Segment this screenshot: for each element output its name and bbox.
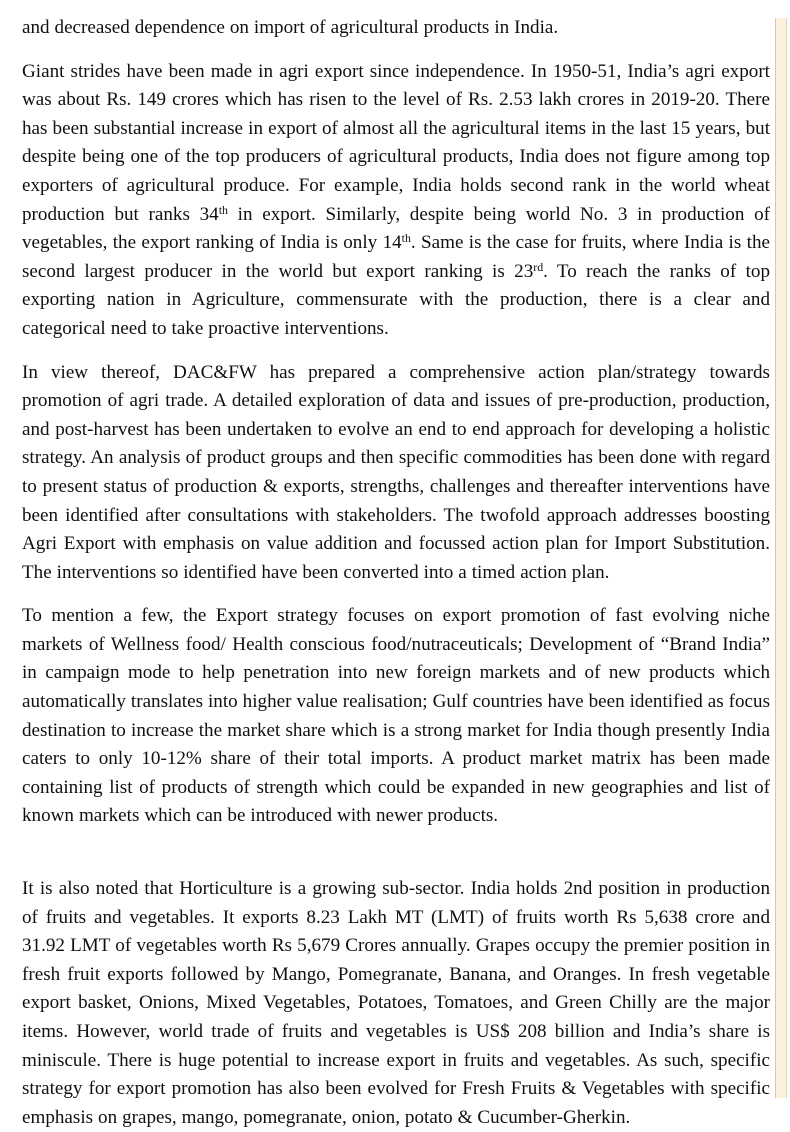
paragraph-dacfw-action-plan: In view thereof, DAC&FW has prepared a comprehensive action plan/strategy towards promotion of agri trade. A detailed exploration of data and issues of pre-production, production, and post-harvest has been undertaken to evolve an end to end approach for developing a holistic strategy. An analysis of product groups and then specific commodities has been done with regard to present status of production & exports, strengths, challenges and thereafter interventions have been identified after consultations with stakeholders. The twofold approach addresses boosting Agri Export with emphasis on value addition and focussed action plan for Import Substitution. The interventions so identified have been converted into a timed action plan. <box>22 361 770 583</box>
paragraph-export-strategy-focus: To mention a few, the Export strategy focuses on export promotion of fast evolving niche markets of Wellness food/ Health conscious food/nutraceuticals; Development of “Brand India” in campaign mode to help penetration into new foreign markets and of new products which automatically translates into higher value realisation; Gulf countries have been identified as focus destination to increase the market share which is a strong market for India though presently India caters to only 10-12% share of their total imports. A product market matrix has been made containing list of products of strength which could be expanded in new geographies and list of known markets which can be introduced with newer products. <box>22 605 770 827</box>
page-edge-band <box>776 18 786 1098</box>
page-edge-inner-line <box>775 18 776 1098</box>
page-edge-outer-line <box>786 18 787 1098</box>
superscript-ordinal: th <box>218 202 228 217</box>
text-column <box>22 14 770 1132</box>
paragraph-agri-export-strides: Giant strides have been made in agri export since independence. In 1950-51, India’s agri export was about Rs. 149 crores which has risen to the level of Rs. 2.53 lakh crores in 2019-20. There has been substantial increase in export of almost all the agricultural items in the last 15 years, but despite being one of the top producers of agricultural products, India does not figure among top exporters of agricultural produce. For example, India holds second rank in the world wheat production but ranks 34th in export. Similarly, despite being world No. 3 in production of vegetables, the export ranking of India is only 14th. Same is the case for fruits, where India is the second largest producer in the world but export ranking is 23rd. To reach the ranks of top exporting nation in Agriculture, commensurate with the production, there is a clear and categorical need to take proactive interventions. <box>22 60 771 339</box>
page-edge-strip <box>774 18 790 1098</box>
superscript-ordinal: rd <box>533 259 544 274</box>
superscript-ordinal: th <box>401 231 411 245</box>
paragraph-continuation: and decreased dependence on import of agricultural products in India. <box>22 17 559 38</box>
paragraph-horticulture-subsector: It is also noted that Horticulture is a growing sub-sector. India holds 2nd position in production of fruits and vegetables. It exports 8.23 Lakh MT (LMT) of fruits worth Rs 5,638 crore and 31.92 LMT of vegetables worth Rs 5,679 Crores annually. Grapes occupy the premier position in fresh fruit exports followed by Mango, Pomegranate, Banana, and Oranges. In fresh vegetable export basket, Onions, Mixed Vegetables, Potatoes, Tomatoes, and Green Chilly are the major items. However, world trade of fruits and vegetables is US$ 208 billion and India’s share is miniscule. There is huge potential to increase export in fruits and vegetables. As such, specific strategy for export promotion has also been evolved for Fresh Fruits & Vegetables with specific emphasis on grapes, mango, pomegranate, onion, potato & Cucumber-Gherkin. <box>22 878 770 1128</box>
